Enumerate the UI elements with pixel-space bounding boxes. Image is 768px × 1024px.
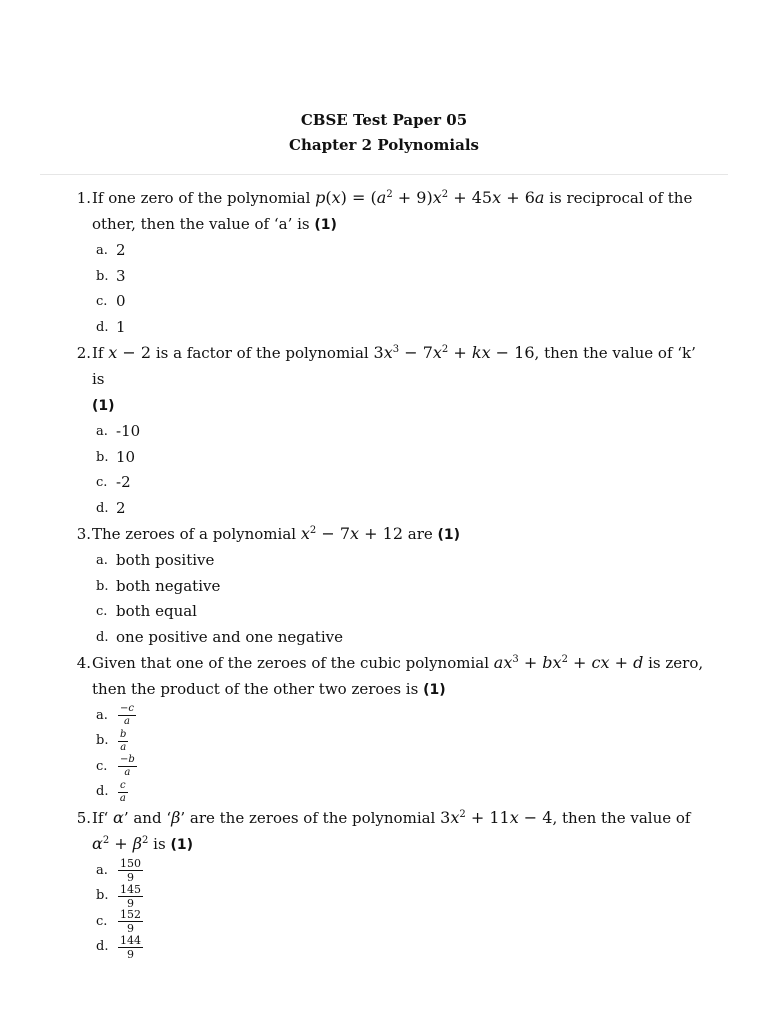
option-letter: a. [96, 553, 108, 568]
question-text-part: If [92, 344, 109, 362]
option-letter: c. [96, 758, 108, 774]
question-text-part: ’ are the zeroes of the polynomial [180, 809, 441, 827]
math-expression: $ax^3 + bx^2$ + cx + d [493, 653, 644, 672]
math-expression: $3x^3 - 7x^2$ + kx − 16 [373, 343, 535, 362]
option-letter: d. [96, 319, 109, 335]
option-text: both equal [116, 602, 197, 620]
question-text-part: If‘ [92, 809, 114, 827]
option-text: 1 [116, 317, 126, 336]
option-d[interactable] [96, 496, 704, 522]
fraction-numerator: 145 [120, 882, 141, 896]
question-number: 5. [76, 809, 91, 827]
question-body [92, 805, 704, 960]
math-expression: $x^2 - 7x + 12$ [300, 524, 403, 543]
math-expression: α [113, 808, 124, 827]
fraction [118, 781, 128, 804]
option-letter: b. [96, 268, 109, 284]
question-body [92, 340, 704, 521]
question-text-part: If one zero of the polynomial [92, 189, 316, 207]
question-text-part: The zeroes of a polynomial [92, 525, 301, 543]
option-a[interactable] [96, 858, 704, 884]
option-letter: d. [96, 939, 109, 955]
fraction-denominator: a [120, 741, 127, 753]
option-d[interactable] [96, 625, 704, 651]
option-letter: c. [96, 475, 108, 490]
math-expression: $\alpha^2 + \beta^2$ [92, 834, 149, 853]
option-letter: c. [96, 913, 108, 929]
fraction-numerator: b [120, 728, 127, 740]
math-expression: $3x^2 + 11x - 4$ [440, 808, 553, 827]
option-list [92, 548, 704, 650]
option-text: both negative [116, 576, 221, 595]
math-expression: β [171, 808, 181, 827]
paper-title: CBSE Test Paper 05 [300, 111, 468, 129]
option-list [92, 703, 704, 805]
question-text-part: are [403, 525, 438, 543]
option-text: 3 [116, 266, 126, 285]
option-b[interactable] [96, 884, 704, 910]
fraction-numerator: 152 [120, 908, 141, 922]
option-c[interactable] [96, 909, 704, 935]
marks-label: (1) [92, 398, 115, 414]
question-text-part: is zero, then the product of the other two zeroes is [92, 654, 704, 698]
option-a[interactable] [96, 703, 704, 729]
option-c[interactable] [96, 470, 704, 496]
fraction-numerator: −c [120, 703, 134, 715]
marks-label: (1) [437, 527, 461, 543]
fraction [118, 730, 128, 753]
paper-header [64, 108, 704, 158]
question-text [92, 650, 704, 703]
marks-label: (1) [170, 837, 193, 853]
fraction-numerator: 144 [120, 933, 141, 947]
option-c[interactable] [96, 599, 704, 625]
option-b[interactable] [96, 729, 704, 755]
marks-label: (1) [423, 682, 446, 698]
question-text [92, 521, 704, 548]
option-text: 2 [116, 241, 126, 259]
option-letter: d. [96, 500, 109, 516]
fraction-denominator: 9 [127, 896, 134, 910]
option-letter: b. [96, 888, 109, 904]
option-list [92, 858, 704, 960]
option-text: one positive and one negative [116, 627, 343, 646]
fraction [118, 909, 143, 934]
question-1 [64, 185, 704, 340]
fraction-denominator: 9 [127, 922, 134, 936]
question-text [92, 340, 704, 419]
option-text: 10 [116, 447, 136, 466]
question-text [92, 805, 704, 858]
question-number: 2. [76, 344, 91, 362]
math-expression: $p(x) = (a^2 + 9)x^2 + 45x + 6a$ [315, 188, 545, 207]
option-c[interactable] [96, 754, 704, 780]
option-letter: d. [96, 629, 109, 645]
question-3 [64, 521, 704, 650]
option-letter: a. [96, 424, 108, 439]
option-letter: c. [96, 604, 108, 619]
option-letter: c. [96, 294, 108, 309]
option-list [92, 238, 704, 340]
option-a[interactable] [96, 238, 704, 264]
fraction [118, 884, 143, 909]
fraction-numerator: c [120, 779, 126, 791]
fraction-numerator: −b [120, 754, 135, 766]
question-text-part: is a factor of the polynomial [151, 344, 374, 362]
option-b[interactable] [96, 264, 704, 290]
option-text: 0 [116, 292, 126, 310]
fraction [118, 755, 137, 778]
question-text-part: is [148, 835, 171, 853]
question-number: 4. [76, 654, 91, 672]
option-d[interactable] [96, 935, 704, 961]
math-expression: x − 2 [108, 343, 152, 362]
question-4 [64, 650, 704, 805]
fraction [118, 704, 136, 727]
marks-label: (1) [314, 217, 337, 233]
question-text [92, 185, 704, 238]
option-letter: a. [96, 862, 108, 878]
header-divider [40, 174, 728, 175]
option-text: -10 [116, 422, 141, 440]
question-text-part: is reciprocal of the other, then the value of ‘a’ is [92, 189, 693, 233]
fraction [118, 858, 143, 883]
option-d[interactable] [96, 780, 704, 806]
option-a[interactable] [96, 548, 704, 574]
question-5 [64, 805, 704, 960]
option-text: both positive [116, 551, 215, 569]
option-letter: b. [96, 449, 109, 465]
option-letter: d. [96, 784, 109, 800]
question-text-part: Given that one of the zeroes of the cubic polynomial [92, 654, 494, 672]
question-text-part: ’ and ‘ [123, 809, 172, 827]
option-letter: b. [96, 578, 109, 594]
option-letter: a. [96, 707, 108, 723]
question-number: 1. [76, 189, 91, 207]
question-number: 3. [76, 525, 91, 543]
question-text-part: , then the value of [552, 809, 691, 827]
fraction-denominator: 9 [127, 871, 134, 885]
question-text-part: , then the value of ‘k’ is [92, 344, 696, 388]
question-body [92, 185, 704, 340]
fraction-denominator: a [124, 716, 130, 728]
fraction-denominator: a [124, 767, 131, 779]
fraction-denominator: a [119, 792, 126, 804]
option-list [92, 419, 704, 521]
fraction-denominator: 9 [127, 947, 134, 961]
option-letter: b. [96, 733, 109, 749]
option-letter: a. [96, 243, 108, 258]
option-b[interactable] [96, 574, 704, 600]
question-body [92, 521, 704, 650]
fraction [118, 935, 143, 960]
option-a[interactable] [96, 419, 704, 445]
option-text: 2 [116, 498, 126, 517]
question-body [92, 650, 704, 805]
option-d[interactable] [96, 315, 704, 341]
chapter-title: Chapter 2 Polynomials [289, 136, 479, 154]
fraction-numerator: 150 [120, 857, 141, 871]
option-b[interactable] [96, 445, 704, 471]
question-2 [64, 340, 704, 521]
option-text: -2 [116, 473, 131, 491]
option-c[interactable] [96, 289, 704, 315]
